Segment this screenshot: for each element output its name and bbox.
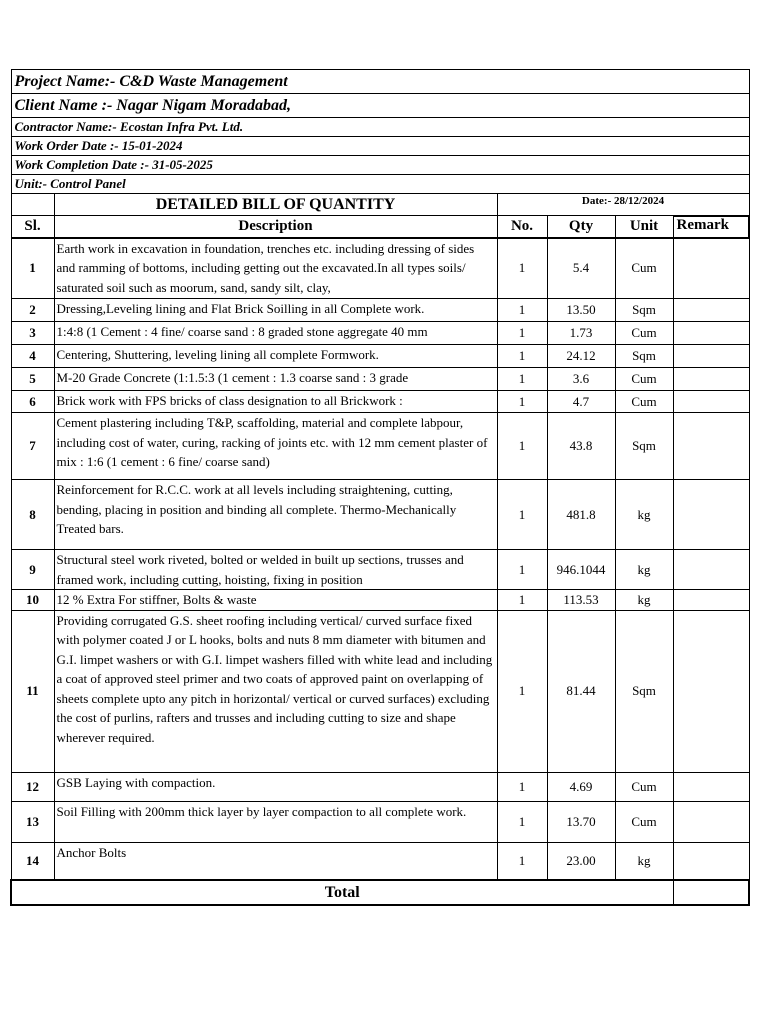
row-unit: Cum bbox=[615, 801, 673, 842]
row-unit: kg bbox=[615, 842, 673, 880]
row-no: 1 bbox=[497, 590, 547, 611]
row-remark bbox=[673, 368, 749, 391]
row-description: Reinforcement for R.C.C. work at all levels including straightening, cutting, bending, placing in position and binding all complete. Thermo-Mechanically Treated bars. bbox=[54, 480, 497, 550]
row-description: GSB Laying with compaction. bbox=[54, 772, 497, 801]
column-header-row bbox=[11, 216, 749, 238]
row-sl: 7 bbox=[11, 413, 54, 480]
table-row bbox=[11, 801, 749, 842]
contractor-name: Contractor Name:- Ecostan Infra Pvt. Ltd. bbox=[11, 118, 749, 137]
row-description: 1:4:8 (1 Cement : 4 fine/ coarse sand : 8 graded stone aggregate 40 mm bbox=[54, 322, 497, 345]
row-qty: 946.1044 bbox=[547, 550, 615, 590]
row-sl: 2 bbox=[11, 299, 54, 322]
row-no: 1 bbox=[497, 772, 547, 801]
table-row bbox=[11, 550, 749, 590]
total-row bbox=[11, 880, 749, 905]
row-no: 1 bbox=[497, 299, 547, 322]
row-description: Cement plastering including T&P, scaffolding, material and complete labpour, including cost of water, curing, racking of joints etc. with 12 mm cement plaster of mix : 1:6 (1 cement : 6 fine/ coarse sand) bbox=[54, 413, 497, 480]
row-unit: Sqm bbox=[615, 610, 673, 772]
row-remark bbox=[673, 413, 749, 480]
col-header-unit: Unit bbox=[615, 216, 673, 238]
row-qty: 43.8 bbox=[547, 413, 615, 480]
work-completion-date: Work Completion Date :- 31-05-2025 bbox=[11, 156, 749, 175]
row-description: M-20 Grade Concrete (1:1.5:3 (1 cement : 1.3 coarse sand : 3 grade bbox=[54, 368, 497, 391]
table-row bbox=[11, 480, 749, 550]
client-name: Client Name :- Nagar Nigam Moradabad, bbox=[11, 94, 749, 118]
table-row bbox=[11, 610, 749, 772]
row-sl: 13 bbox=[11, 801, 54, 842]
project-name: Project Name:- C&D Waste Management bbox=[11, 70, 749, 94]
total-label: Total bbox=[11, 880, 673, 905]
row-sl: 8 bbox=[11, 480, 54, 550]
row-sl: 14 bbox=[11, 842, 54, 880]
row-remark bbox=[673, 550, 749, 590]
row-qty: 81.44 bbox=[547, 610, 615, 772]
unit-row bbox=[11, 175, 749, 194]
boq-table bbox=[10, 69, 750, 906]
contractor-name-row bbox=[11, 118, 749, 137]
project-name-row bbox=[11, 70, 749, 94]
row-unit: kg bbox=[615, 590, 673, 611]
row-unit: Sqm bbox=[615, 299, 673, 322]
row-unit: Sqm bbox=[615, 413, 673, 480]
row-remark bbox=[673, 238, 749, 299]
row-remark bbox=[673, 322, 749, 345]
row-qty: 481.8 bbox=[547, 480, 615, 550]
row-unit: kg bbox=[615, 550, 673, 590]
client-name-row bbox=[11, 94, 749, 118]
row-no: 1 bbox=[497, 345, 547, 368]
row-remark bbox=[673, 772, 749, 801]
row-unit: Sqm bbox=[615, 345, 673, 368]
total-remark-cell bbox=[673, 880, 749, 905]
row-no: 1 bbox=[497, 550, 547, 590]
table-row bbox=[11, 322, 749, 345]
row-description: Centering, Shuttering, leveling lining all complete Formwork. bbox=[54, 345, 497, 368]
row-no: 1 bbox=[497, 413, 547, 480]
document-date: Date:- 28/12/2024 bbox=[497, 194, 749, 216]
row-unit: kg bbox=[615, 480, 673, 550]
row-remark bbox=[673, 480, 749, 550]
row-description: 12 % Extra For stiffner, Bolts & waste bbox=[54, 590, 497, 611]
col-header-description: Description bbox=[54, 216, 497, 238]
row-no: 1 bbox=[497, 368, 547, 391]
row-remark bbox=[673, 610, 749, 772]
table-row bbox=[11, 590, 749, 611]
row-qty: 23.00 bbox=[547, 842, 615, 880]
row-remark bbox=[673, 842, 749, 880]
row-qty: 4.69 bbox=[547, 772, 615, 801]
row-qty: 5.4 bbox=[547, 238, 615, 299]
row-no: 1 bbox=[497, 391, 547, 413]
row-qty: 4.7 bbox=[547, 391, 615, 413]
row-description: Structural steel work riveted, bolted or welded in built up sections, trusses and framed work, including cutting, hoisting, fixing in position bbox=[54, 550, 497, 590]
row-sl: 12 bbox=[11, 772, 54, 801]
row-unit: Cum bbox=[615, 322, 673, 345]
row-remark bbox=[673, 590, 749, 611]
table-row bbox=[11, 413, 749, 480]
table-row bbox=[11, 238, 749, 299]
row-no: 1 bbox=[497, 322, 547, 345]
work-order-date-row bbox=[11, 137, 749, 156]
row-unit: Cum bbox=[615, 772, 673, 801]
row-sl: 9 bbox=[11, 550, 54, 590]
row-description: Providing corrugated G.S. sheet roofing including vertical/ curved surface fixed with polymer coated J or L hooks, bolts and nuts 8 mm diameter with bitumen and G.I. limpet washers or with G.I. limpet washers filled with white lead and including a coat of approved steel primer and two coats of approved paint on overlapping of sheets complete upto any pitch in horizontal/ vertical or curved surfaces) excluding the cost of purlins, rafters and trusses and including cutting to size and shape wherever required. bbox=[54, 610, 497, 772]
col-header-remark: Remark bbox=[673, 216, 749, 238]
row-no: 1 bbox=[497, 480, 547, 550]
row-remark bbox=[673, 391, 749, 413]
col-header-sl: Sl. bbox=[11, 216, 54, 238]
row-description: Earth work in excavation in foundation, trenches etc. including dressing of sides and ramming of bottoms, including getting out the excavated.In all types soils/ saturated soil such as moorum, sand, sandy silt, clay, bbox=[54, 238, 497, 299]
row-description: Anchor Bolts bbox=[54, 842, 497, 880]
row-description: Dressing,Leveling lining and Flat Brick Soilling in all Complete work. bbox=[54, 299, 497, 322]
row-qty: 113.53 bbox=[547, 590, 615, 611]
table-row bbox=[11, 772, 749, 801]
row-qty: 24.12 bbox=[547, 345, 615, 368]
row-description: Brick work with FPS bricks of class designation to all Brickwork : bbox=[54, 391, 497, 413]
col-header-no: No. bbox=[497, 216, 547, 238]
row-unit: Cum bbox=[615, 368, 673, 391]
table-row bbox=[11, 345, 749, 368]
row-qty: 13.70 bbox=[547, 801, 615, 842]
row-qty: 1.73 bbox=[547, 322, 615, 345]
col-header-qty: Qty bbox=[547, 216, 615, 238]
row-sl: 10 bbox=[11, 590, 54, 611]
row-sl: 11 bbox=[11, 610, 54, 772]
row-sl: 1 bbox=[11, 238, 54, 299]
row-sl: 6 bbox=[11, 391, 54, 413]
table-row bbox=[11, 299, 749, 322]
table-row bbox=[11, 391, 749, 413]
document-title: DETAILED BILL OF QUANTITY bbox=[54, 194, 497, 216]
boq-sheet bbox=[10, 69, 748, 906]
row-sl: 4 bbox=[11, 345, 54, 368]
row-unit: Cum bbox=[615, 238, 673, 299]
row-remark bbox=[673, 345, 749, 368]
row-sl: 3 bbox=[11, 322, 54, 345]
row-no: 1 bbox=[497, 801, 547, 842]
work-order-date: Work Order Date :- 15-01-2024 bbox=[11, 137, 749, 156]
table-row bbox=[11, 368, 749, 391]
completion-date-row bbox=[11, 156, 749, 175]
row-no: 1 bbox=[497, 238, 547, 299]
unit-label: Unit:- Control Panel bbox=[11, 175, 749, 194]
row-remark bbox=[673, 299, 749, 322]
row-no: 1 bbox=[497, 842, 547, 880]
title-blank-cell bbox=[11, 194, 54, 216]
row-description: Soil Filling with 200mm thick layer by layer compaction to all complete work. bbox=[54, 801, 497, 842]
title-row bbox=[11, 194, 749, 216]
row-qty: 13.50 bbox=[547, 299, 615, 322]
table-row bbox=[11, 842, 749, 880]
row-sl: 5 bbox=[11, 368, 54, 391]
row-no: 1 bbox=[497, 610, 547, 772]
row-qty: 3.6 bbox=[547, 368, 615, 391]
row-remark bbox=[673, 801, 749, 842]
row-unit: Cum bbox=[615, 391, 673, 413]
